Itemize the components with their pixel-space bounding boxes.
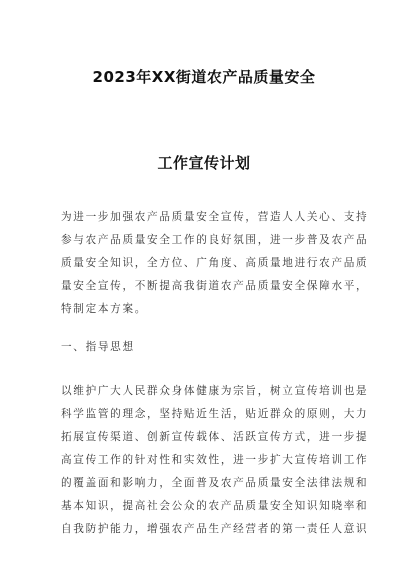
intro-line: 质量安全知识，全方位、广角度、高质量地进行农产品质 [61,257,369,269]
document-title-line-2: 工作宣传计划 [157,154,251,172]
body-line: 的覆盖面和影响力，全面普及农产品质量安全法律法规和 [61,477,369,489]
intro-line: 量安全宣传，不断提高我街道农产品质量安全保障水平， [61,280,369,292]
body-line: 科学监管的理念，坚持贴近生活，贴近群众的原则，大力 [61,408,369,420]
intro-line: 特制定本方案。 [61,303,148,315]
section-heading-guiding-ideology: 一、指导思想 [61,341,135,353]
document-title-line-1: 2023年XX街道农产品质量安全 [92,68,316,86]
body-line: 高宣传工作的针对性和实效性，进一步扩大宣传培训工作 [61,454,369,466]
body-line: 自我防护能力，增强农产品生产经营者的第一责任人意识 [61,523,369,535]
body-line: 以维护广大人民群众身体健康为宗旨，树立宣传培训也是 [61,385,369,397]
intro-line: 为进一步加强农产品质量安全宣传，营造人人关心、支持 [61,211,369,223]
body-line: 拓展宣传渠道、创新宣传载体、活跃宣传方式，进一步提 [61,431,369,443]
intro-line: 参与农产品质量安全工作的良好氛围，进一步普及农产品 [61,234,369,246]
body-line: 基本知识，提高社会公众的农产品质量安全知识知晓率和 [61,500,369,512]
